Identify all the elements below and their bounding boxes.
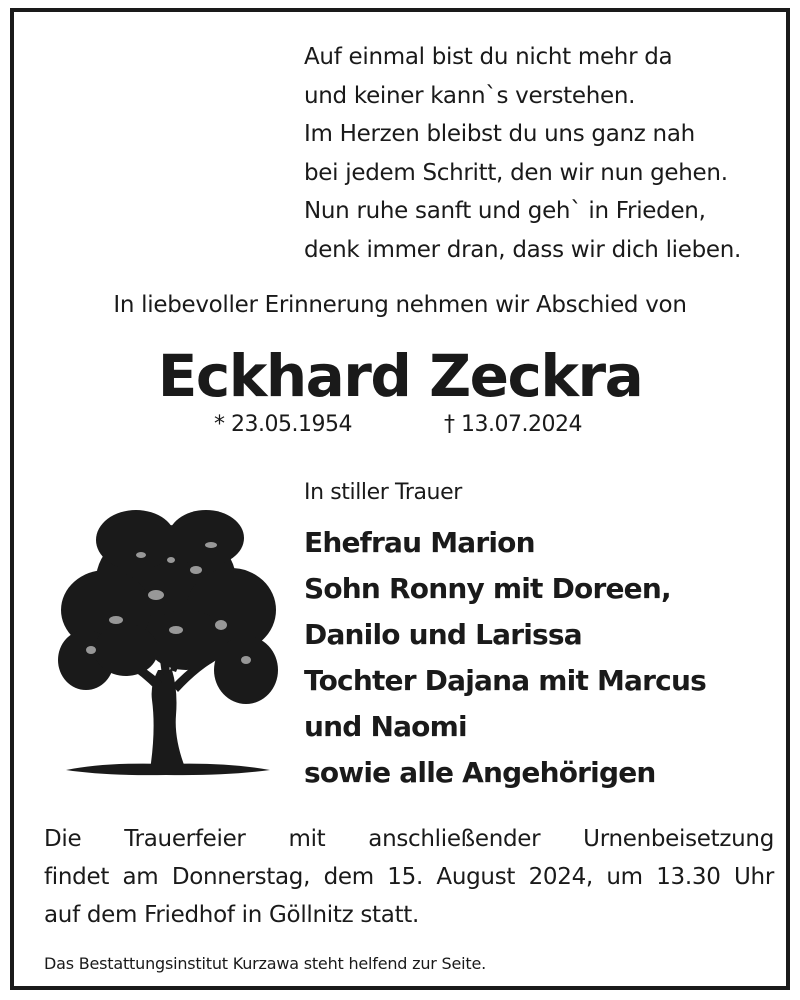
mourner-line: und Naomi bbox=[304, 710, 467, 743]
birth-date: * 23.05.1954 bbox=[214, 412, 352, 437]
poem-line: Nun ruhe sanft und geh` in Frieden, bbox=[304, 198, 706, 224]
ceremony-info bbox=[44, 820, 774, 934]
poem-line: Im Herzen bleibst du uns ganz nah bbox=[304, 121, 695, 147]
mourner-line: Sohn Ronny mit Doreen, bbox=[304, 572, 671, 605]
death-date: † 13.07.2024 bbox=[444, 412, 582, 437]
deceased-name: Eckhard Zeckra bbox=[157, 342, 643, 410]
poem-line: denk immer dran, dass wir dich lieben. bbox=[304, 236, 742, 263]
mourners-list bbox=[304, 520, 784, 796]
ceremony-line: auf dem Friedhof in Göllnitz statt. bbox=[44, 902, 420, 928]
funeral-home-note: Das Bestattungsinstitut Kurzawa steht helfend zur Seite. bbox=[44, 954, 487, 973]
mourner-line: Ehefrau Marion bbox=[304, 526, 535, 559]
poem-line: Auf einmal bist du nicht mehr da bbox=[304, 44, 673, 70]
tree-icon bbox=[46, 500, 286, 792]
poem-line: und keiner kann`s verstehen. bbox=[304, 82, 636, 109]
poem-line: bei jedem Schritt, den wir nun gehen. bbox=[304, 159, 728, 186]
mourner-line: Tochter Dajana mit Marcus bbox=[304, 664, 706, 697]
mourner-line: sowie alle Angehörigen bbox=[304, 756, 656, 789]
poem bbox=[304, 38, 774, 269]
ceremony-line: findet am Donnerstag, dem 15. August 2024, um 13.30 Uhr bbox=[44, 864, 774, 890]
mourner-line: Danilo und Larissa bbox=[304, 618, 582, 651]
obituary-frame bbox=[10, 8, 790, 990]
ceremony-line: Die Trauerfeier mit anschließender Urnenbeisetzung bbox=[44, 826, 774, 852]
farewell-intro: In liebevoller Erinnerung nehmen wir Abschied von bbox=[113, 292, 687, 318]
mourning-intro: In stiller Trauer bbox=[304, 480, 462, 505]
